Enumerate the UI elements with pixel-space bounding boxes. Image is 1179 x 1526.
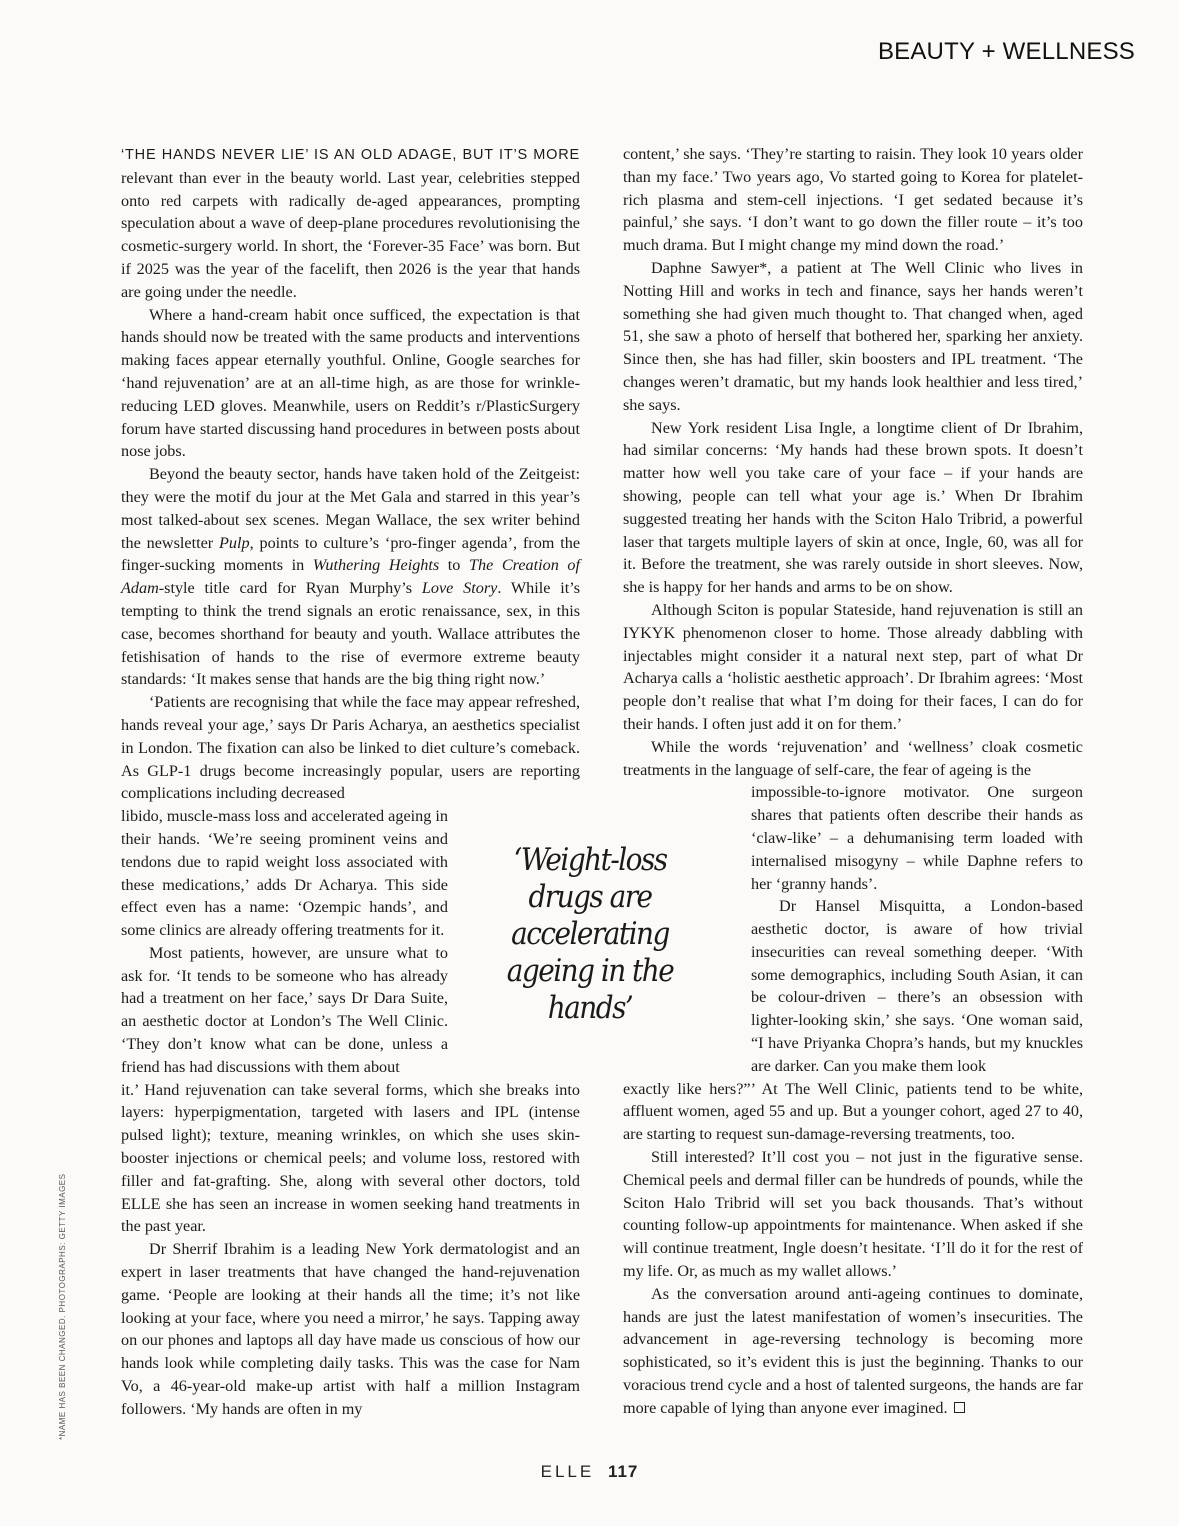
paragraph: Dr Sherrif Ibrahim is a leading New York dermatologist and an expert in laser treatments that have changed the hand-rejuvenation game. ‘People are looking at their hands all the time; it’s not like looking at your face, where you need a mirror,’ he says. Tapping away on our phones and laptops all day have made us conscious of how our hands look while completing daily tasks. This was the case for Nam Vo, a 46-year-old make-up artist with half a million Instagram followers. ‘My hands are often in my xyxy=(121,1240,580,1418)
title-italic: Wuthering Heights xyxy=(312,556,440,575)
paragraph: libido, muscle-mass loss and accelerated ageing in their hands. ‘We’re seeing prominent veins and tendons due to rapid weight loss associated with these medications,’ adds Dr Acharya. This side effect even has a name: ‘Ozempic hands’, and some clinics are already offering treatments for it. xyxy=(121,807,448,940)
section-label: BEAUTY + WELLNESS xyxy=(877,38,1135,65)
title-italic: Love Story xyxy=(421,579,498,598)
page-number: 117 xyxy=(607,1462,639,1481)
paragraph: Still interested? It’ll cost you – not just in the figurative sense. Chemical peels and dermal filler can be hundreds of pounds, while the Sciton Halo Tribrid will set you back thousands. That’s without counting follow-up appointments for maintenance. When asked if she will continue treatment, Ingle doesn’t hesitate. ‘I’ll do it for the rest of my life. Or, as much as my wallet allows.’ xyxy=(623,1148,1083,1281)
photo-credit: *NAME HAS BEEN CHANGED. PHOTOGRAPHS: GETTY IMAGES xyxy=(58,1173,67,1440)
paragraph: While the words ‘rejuvenation’ and ‘wellness’ cloak cosmetic treatments in the language of self-care, the fear of ageing is the xyxy=(623,737,1083,779)
paragraph-text: As the conversation around anti-ageing continues to dominate, hands are just the latest manifestation of women’s insecurities. The advancement in age-reversing technology is becoming more sophisticated, so it’s evident this is just the beginning. Thanks to our voracious trend cycle and a host of talented surgeons, the hands are far more capable of lying than anyone ever imagined. xyxy=(623,1284,1083,1417)
title-italic: Pulp xyxy=(219,533,250,552)
paragraph-text: relevant than ever in the beauty world. Last year, celebrities stepped onto red carpets with radically de-aged appearances, prompting speculation about a wave of deep-plane procedures revolutionising the cosmetic-surgery world. In short, the ‘Forever-35 Face’ was born. But if 2025 was the year of the facelift, then 2026 is the year that hands are going under the needle. xyxy=(121,168,580,301)
paragraph: New York resident Lisa Ingle, a longtime client of Dr Ibrahim, had similar concerns: ‘My hands had these brown spots. It doesn’t matter how well you take care of your face – if your hands are showing, people can tell what your age is.’ When Dr Ibrahim suggested treating her hands with the Sciton Halo Tribrid, a powerful laser that targets multiple layers of skin at once, Ingle, 60, was all for it. Before the treatment, she was rarely outside in short sleeves. Now, she is happy for her hands and arms to be on show. xyxy=(623,418,1083,597)
paragraph: Dr Hansel Misquitta, a London-based aesthetic doctor, is aware of how trivial insecurities can reveal something deeper. ‘With some demographics, including South Asian, it can be colour-driven – there’s an obsession with lighter-looking skin,’ she says. ‘One woman said, “I have Priyanka Chopra’s hands, but my knuckles are darker. Can you make them look xyxy=(751,897,1083,1075)
paragraph-text: to xyxy=(439,556,469,575)
paragraph: content,’ she says. ‘They’re starting to raisin. They look 10 years older than my face.’ Two years ago, Vo started going to Korea for platelet-rich plasma and stem-cell injections. ‘I get sedated because it’s painful,’ she says. ‘I don’t want to go down the filler route – it’s too much drama. But I might change my mind down the road.’ xyxy=(623,145,1083,255)
paragraph: impossible-to-ignore motivator. One surgeon shares that patients often describe their hands as ‘claw-like’ – a dehumanising term loaded with internalised misogyny – while Daphne refers to her ‘granny hands’. xyxy=(751,783,1083,893)
paragraph: it.’ Hand rejuvenation can take several forms, which she breaks into layers: hyperpigmentation, targeted with lasers and IPL (intense pulsed light); texture, meaning wrinkles, on which she uses skin-booster injections or chemical peels; and volume loss, restored with filler and fat-grafting. She, along with several other doctors, told ELLE she has seen an increase in women seeking hand treatments in the past year. xyxy=(121,1080,580,1236)
paragraph: exactly like hers?”’ At The Well Clinic, patients tend to be white, affluent women, aged 55 and up. But a younger cohort, aged 27 to 40, are starting to request sun-damage-reversing treatments, too. xyxy=(623,1079,1083,1144)
paragraph-text: . While it’s tempting to think the trend signals an erotic renaissance, sex, in this case, becomes shorthand for beauty and youth. Wallace attributes the fetishisation of hands to the rise of evermore extreme beauty standards: ‘It makes sense that hands are the big thing right now.’ xyxy=(121,579,580,689)
paragraph: Where a hand-cream habit once sufficed, the expectation is that hands should now be treated with the same products and interventions making faces appear eternally youthful. Online, Google searches for ‘hand rejuvenation’ are at an all-time high, as are those for wrinkle-reducing LED gloves. Meanwhile, users on Reddit’s r/PlasticSurgery forum have started discussing hand procedures in between posts about nose jobs. xyxy=(121,305,580,461)
narrow-block xyxy=(121,805,448,1079)
paragraph: Daphne Sawyer*, a patient at The Well Clinic who lives in Notting Hill and works in tech and finance, says her hands weren’t something she had given much thought to. That changed when, aged 51, she saw a photo of herself that bothered her, sparking her anxiety. Since then, she has had filler, skin boosters and IPL treatment. ‘The changes weren’t dramatic, but my hands look healthier and less tired,’ she says. xyxy=(623,258,1083,414)
paragraph-text: Beyond the beauty sector, hands have taken hold of the Zeitgeist: they were the motif du jour at the Met Gala and starred in this year’s most talked-about sex scenes. Megan Wallace, the sex writer behind the newsletter xyxy=(121,465,580,552)
article-column-right xyxy=(623,143,1083,1420)
title-italic: The Creation of Adam xyxy=(121,556,580,598)
magazine-name: ELLE xyxy=(540,1462,595,1481)
article-column-left xyxy=(121,143,580,1421)
paragraph xyxy=(623,1283,1083,1420)
end-mark-icon xyxy=(954,1402,965,1413)
narrow-block xyxy=(751,781,1083,1077)
paragraph-text: -style title card for Ryan Murphy’s xyxy=(158,579,422,598)
lead-in-caps: ‘THE HANDS NEVER LIE’ IS AN OLD ADAGE, BUT IT’S MORE xyxy=(121,147,580,163)
paragraph xyxy=(121,463,580,691)
paragraph-text: , points to culture’s ‘pro-finger agenda’, from the finger-sucking moments in xyxy=(121,533,580,575)
pull-quote: ‘Weight-loss drugs are accelerating ageing in the hands’ xyxy=(506,842,674,1026)
paragraph: Although Sciton is popular Stateside, hand rejuvenation is still an IYKYK phenomenon closer to home. Those already dabbling with injectables might consider it a natural next step, part of what Dr Acharya calls a ‘holistic aesthetic approach’. Dr Ibrahim agrees: ‘Most people don’t realise that what I’m doing for their faces, I can do for their hands. I often just add it on for them.’ xyxy=(623,600,1083,733)
folio xyxy=(0,1462,1179,1482)
paragraph: Most patients, however, are unsure what to ask for. ‘It tends to be someone who has already had a treatment on her face,’ says Dr Dara Suite, an aesthetic doctor at London’s The Well Clinic. ‘They don’t know what can be done, unless a friend has had discussions with them about xyxy=(121,943,448,1076)
paragraph: ‘Patients are recognising that while the face may appear refreshed, hands reveal your age,’ says Dr Paris Acharya, an aesthetics specialist in London. The fixation can also be linked to diet culture’s comeback. As GLP-1 drugs become increasingly popular, users are reporting complications including decreased xyxy=(121,693,580,803)
paragraph xyxy=(121,143,580,304)
